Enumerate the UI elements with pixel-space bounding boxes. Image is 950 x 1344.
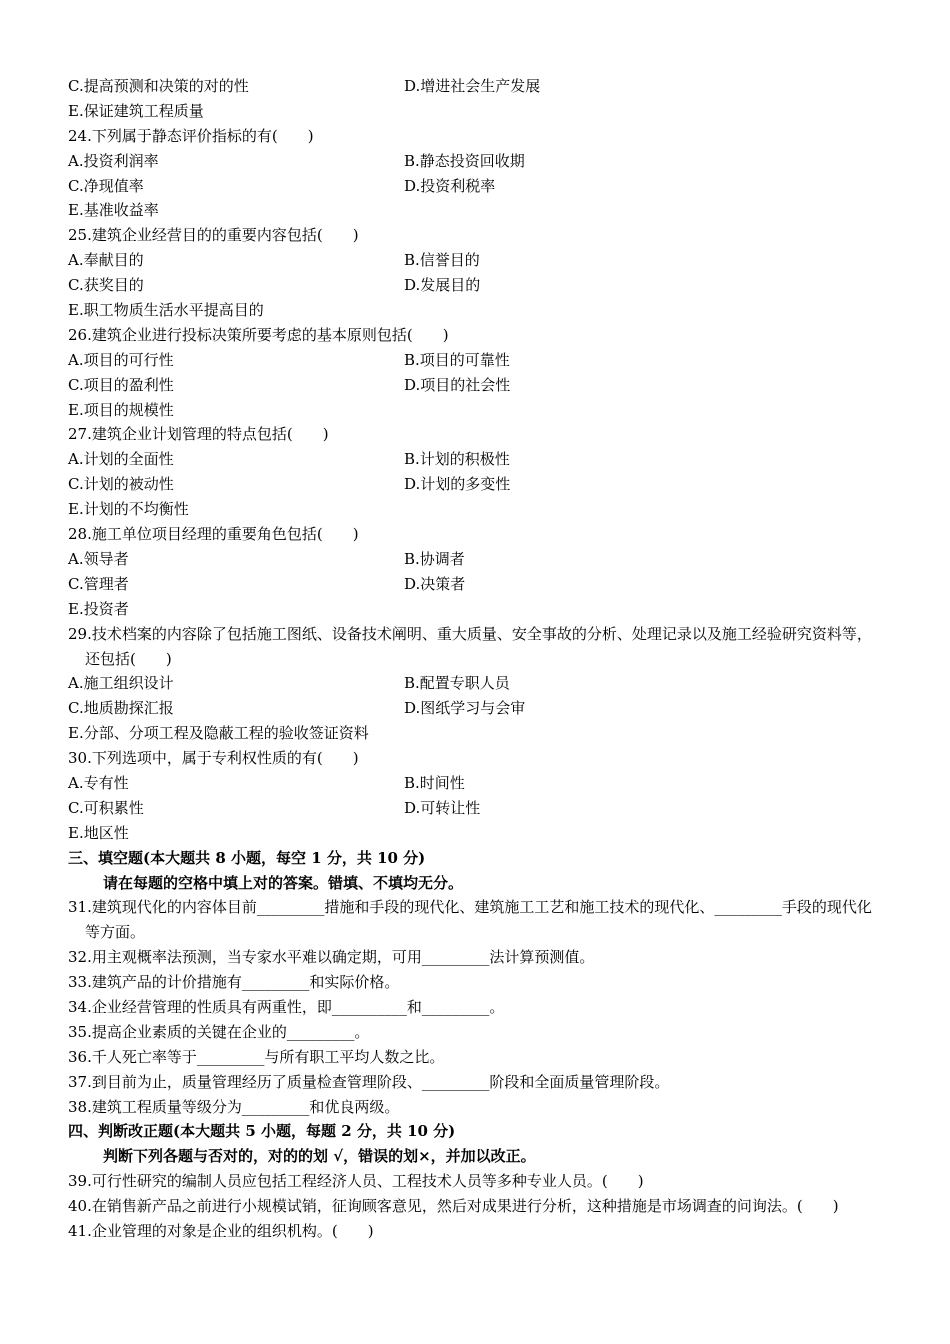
option-row [68,74,886,99]
option-e: E.项目的规模性 [68,400,174,419]
exam-page [68,74,886,1244]
option-e: E.计划的不均衡性 [68,500,189,519]
option-d: D.增进社会生产发展 [404,77,541,95]
question-stem: 28.施工单位项目经理的重要角色包括( ) [68,525,359,544]
option-d: D.图纸学习与会审 [404,699,526,718]
option-c: C.可积累性 [68,798,144,817]
option-a: A.施工组织设计 [68,674,174,693]
option-b: B.项目的可靠性 [404,350,510,369]
question-stem: 29.技术档案的内容除了包括施工图纸、设备技术阐明、重大质量、安全事故的分析、处理记录以及施工经验研究资料等，还包括( ) [68,624,872,668]
question-stem: 27.建筑企业计划管理的特点包括( ) [68,425,329,444]
option-c: C.获奖目的 [68,276,144,295]
option-row [68,447,886,472]
option-row [68,696,886,721]
fill-question: 37.到目前为止，质量管理经历了质量检查管理阶段、_________阶段和全面质量管理阶段。 [68,1072,670,1091]
question-stem: 24.下列属于静态评价指标的有( ) [68,126,314,145]
option-b: B.计划的积极性 [404,450,510,469]
judge-question: 40.在销售新产品之前进行小规模试销，征询顾客意见，然后对成果进行分析，这种措施是市场调查的问询法。( ) [68,1197,839,1216]
option-row [68,796,886,821]
question-stem: 26.建筑企业进行投标决策所要考虑的基本原则包括( ) [68,325,449,344]
option-d: D.项目的社会性 [404,375,511,394]
option-e: E.基准收益率 [68,201,159,220]
option-d: D.发展目的 [404,276,481,295]
option-b: B.配置专职人员 [404,674,510,693]
option-a: A.投资利润率 [68,151,159,170]
option-c: C.净现值率 [68,176,144,195]
option-e: E.职工物质生活水平提高目的 [68,301,264,320]
fill-question: 32.用主观概率法预测，当专家水平难以确定期，可用_________法计算预测值。 [68,948,595,967]
option-b: B.信誉目的 [404,251,480,270]
option-a: A.项目的可行性 [68,350,174,369]
option-e: E.保证建筑工程质量 [68,101,204,120]
option-a: A.专有性 [68,773,129,792]
option-row [68,348,886,373]
option-row [68,248,886,273]
option-row [68,771,886,796]
section-title: 四、判断改正题(本大题共 5 小题，每题 2 分，共 10 分) [68,1122,456,1141]
option-c: C.计划的被动性 [68,475,174,494]
section-instruction: 请在每题的空格中填上对的答案。错填、不填均无分。 [103,873,464,892]
option-row [68,174,886,199]
option-row [68,547,886,572]
option-e: E.分部、分项工程及隐蔽工程的验收签证资料 [68,724,369,743]
option-row [68,149,886,174]
option-d: D.可转让性 [404,798,481,817]
option-a: A.奉献目的 [68,251,144,270]
fill-question: 34.企业经营管理的性质具有两重性，即__________和_________。 [68,998,505,1017]
section-instruction: 判断下列各题与否对的，对的的划 √，错误的划×，并加以改正。 [103,1147,536,1166]
option-row [68,572,886,597]
fill-question: 33.建筑产品的计价措施有_________和实际价格。 [68,973,400,992]
option-b: B.静态投资回收期 [404,151,525,170]
option-b: B.协调者 [404,549,465,568]
option-d: D.投资利税率 [404,176,496,195]
option-e: E.投资者 [68,599,129,618]
option-row [68,472,886,497]
option-e: E.地区性 [68,823,129,842]
option-d: D.决策者 [404,574,466,593]
fill-question: 31.建筑现代化的内容体目前_________措施和手段的现代化、建筑施工工艺和施工技术的现代化、_________手段的现代化等方面。 [68,898,872,942]
question-stem: 30.下列选项中，属于专利权性质的有( ) [68,749,359,768]
option-b: B.时间性 [404,773,465,792]
option-row [68,671,886,696]
question-stem: 25.建筑企业经营目的的重要内容包括( ) [68,226,359,245]
option-a: A.领导者 [68,549,129,568]
fill-question: 36.千人死亡率等于_________与所有职工平均人数之比。 [68,1047,445,1066]
option-c: C.管理者 [68,574,129,593]
option-row [68,273,886,298]
fill-question: 35.提高企业素质的关键在企业的_________。 [68,1022,370,1041]
section-title: 三、填空题(本大题共 8 小题，每空 1 分，共 10 分) [68,848,426,867]
option-c: C.地质勘探汇报 [68,699,174,718]
option-c: C.提高预测和决策的对的性 [68,77,249,95]
fill-question: 38.建筑工程质量等级分为_________和优良两级。 [68,1097,400,1116]
judge-question: 41.企业管理的对象是企业的组织机构。( ) [68,1222,374,1241]
option-d: D.计划的多变性 [404,475,511,494]
option-a: A.计划的全面性 [68,450,174,469]
option-c: C.项目的盈利性 [68,375,174,394]
option-row [68,373,886,398]
judge-question: 39.可行性研究的编制人员应包括工程经济人员、工程技术人员等多种专业人员。( ) [68,1172,644,1191]
